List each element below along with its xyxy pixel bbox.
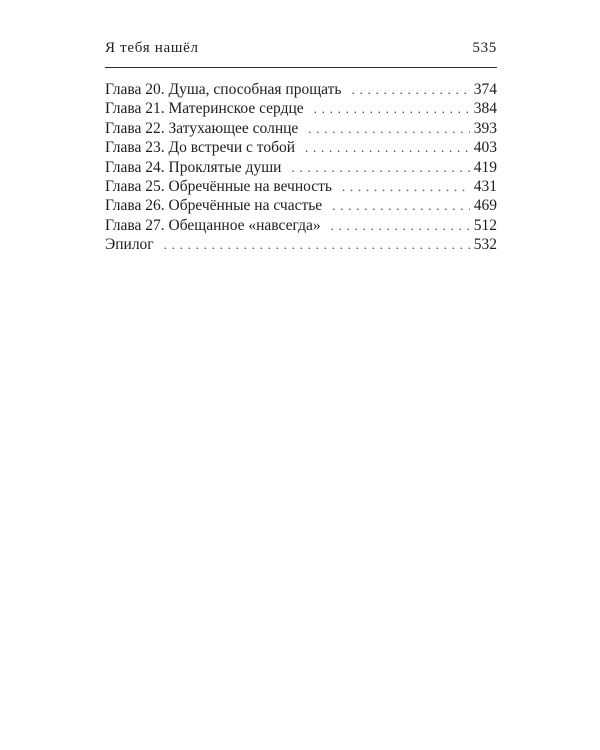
- toc-entry: [105, 80, 497, 99]
- table-of-contents: [105, 80, 497, 255]
- dot-leader: [299, 138, 470, 157]
- toc-entry-page: 419: [473, 158, 497, 176]
- book-title: Я тебя нашёл: [105, 40, 199, 56]
- dot-leader: [302, 119, 469, 138]
- toc-entry: [105, 99, 497, 118]
- dot-leader: [345, 80, 469, 99]
- toc-entry: [105, 158, 497, 177]
- toc-entry-page: 512: [473, 216, 497, 234]
- toc-entry-title: Глава 20. Душа, способная прощать: [105, 81, 342, 98]
- page-number: 535: [472, 40, 497, 56]
- dot-leader: [336, 177, 470, 196]
- toc-entry: [105, 235, 497, 254]
- toc-entry: [105, 138, 497, 157]
- dot-leader: [158, 235, 470, 254]
- header-rule: [105, 67, 497, 68]
- toc-entry-title: Глава 21. Материнское сердце: [105, 100, 304, 118]
- toc-entry-title: Эпилог: [105, 236, 154, 254]
- toc-entry-title: Глава 25. Обречённые на вечность: [105, 177, 333, 195]
- dot-leader: [308, 99, 470, 118]
- dot-leader: [326, 196, 470, 215]
- toc-entry: [105, 119, 497, 138]
- toc-entry-page: 374: [473, 81, 497, 98]
- toc-entry-page: 469: [473, 197, 497, 215]
- toc-entry-page: 532: [473, 236, 497, 254]
- toc-entry-title: Глава 27. Обещанное «навсегда»: [105, 216, 321, 234]
- toc-entry: [105, 216, 497, 235]
- toc-entry-page: 403: [473, 139, 497, 157]
- dot-leader: [325, 216, 470, 235]
- toc-entry-page: 384: [473, 100, 497, 118]
- running-head: [105, 40, 497, 62]
- toc-entry-title: Глава 22. Затухающее солнце: [105, 119, 299, 137]
- dot-leader: [285, 158, 469, 177]
- toc-entry-title: Глава 24. Проклятые души: [105, 158, 282, 176]
- toc-entry-title: Глава 26. Обречённые на счастье: [105, 197, 323, 215]
- toc-entry: [105, 177, 497, 196]
- toc-entry-title: Глава 23. До встречи с тобой: [105, 139, 296, 157]
- toc-entry: [105, 196, 497, 215]
- toc-entry-page: 431: [473, 177, 497, 195]
- toc-entry-page: 393: [473, 119, 497, 137]
